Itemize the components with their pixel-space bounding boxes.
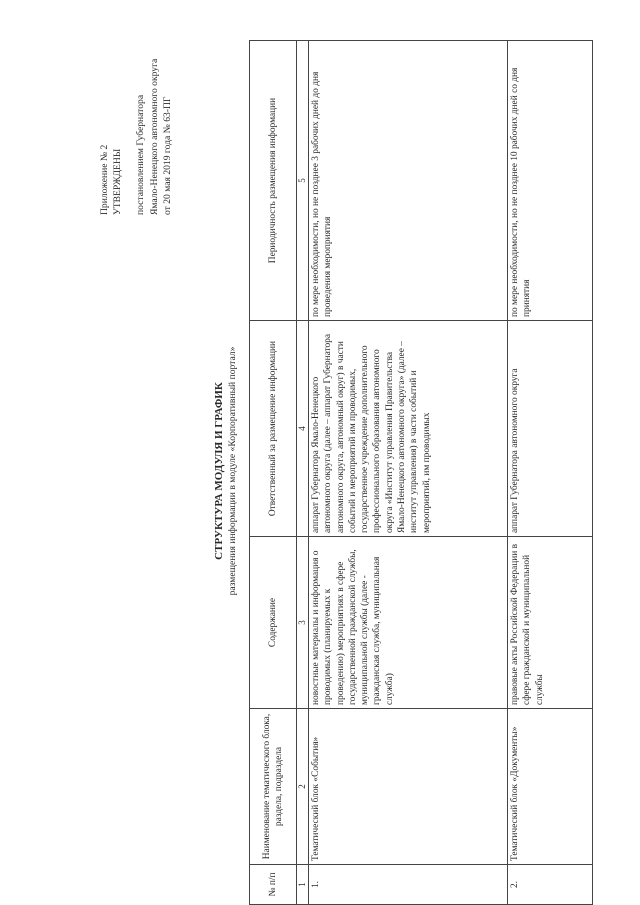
approved-label: УТВЕРЖДЕНЫ	[112, 148, 124, 215]
header-periodicity: Периодичность размещения информации	[250, 41, 297, 321]
row-content: правовые акты Российской Федерации в сфере гражданской и муниципальной службы	[508, 537, 593, 709]
column-number: 5	[297, 41, 309, 321]
table-header-row	[250, 41, 297, 905]
header-number: № п/п	[250, 865, 297, 905]
table-row	[508, 41, 593, 905]
row-number: 1.	[309, 865, 508, 905]
row-periodicity: по мере необходимости, но не позднее 3 рабочих дней до дня проведения мероприятия	[309, 41, 508, 321]
appendix-number: Приложение № 2	[99, 144, 110, 215]
row-number: 2.	[508, 865, 593, 905]
row-responsible: аппарат Губернатора автономного округа	[508, 321, 593, 537]
schedule-table	[249, 40, 593, 905]
row-block-name: Тематический блок «События»	[309, 709, 508, 865]
document-title: СТРУКТУРА МОДУЛЯ И ГРАФИК	[213, 382, 225, 560]
document-subtitle: размещения информации в модуле «Корпоративный портал»	[227, 346, 238, 596]
column-number: 4	[297, 321, 309, 537]
row-periodicity: по мере необходимости, но не позднее 10 рабочих дней со дня принятия	[508, 41, 593, 321]
row-content: новостные материалы и информация о проводимых (планируемых к проведению) мероприятиях в сфере государственной гражданской службы, муниципальной службы (далее - гражданская служба, муниципальная служба)	[309, 537, 508, 709]
decree-line: постановлением Губернатора	[135, 94, 147, 215]
column-numbers-row	[297, 41, 309, 905]
region-line: Ямало-Ненецкого автономного округа	[148, 58, 160, 215]
header-block-name: Наименование тематического блока, раздела, подраздела	[250, 709, 297, 865]
row-block-name: Тематический блок «Документы»	[508, 709, 593, 865]
column-number: 1	[297, 865, 309, 905]
table-row	[309, 41, 508, 905]
row-responsible: аппарат Губернатора Ямало-Ненецкого автономного округа (далее – аппарат Губернатора автономного округа, автономный округ) в части событий и мероприятий им проводимых, государственное учреждение дополнительного профессионального образования автономного округа «Институт управления Правительства Ямало-Ненецкого автономного округа» (далее – институт управления) в части событий и мероприятий, им проводимых	[309, 321, 508, 537]
header-responsible: Ответственный за размещение информации	[250, 321, 297, 537]
column-number: 2	[297, 709, 309, 865]
decree-date: от 20 мая 2019 года № 63-ПГ	[161, 96, 173, 215]
header-content: Содержание	[250, 537, 297, 709]
column-number: 3	[297, 537, 309, 709]
approval-block	[98, 0, 174, 215]
